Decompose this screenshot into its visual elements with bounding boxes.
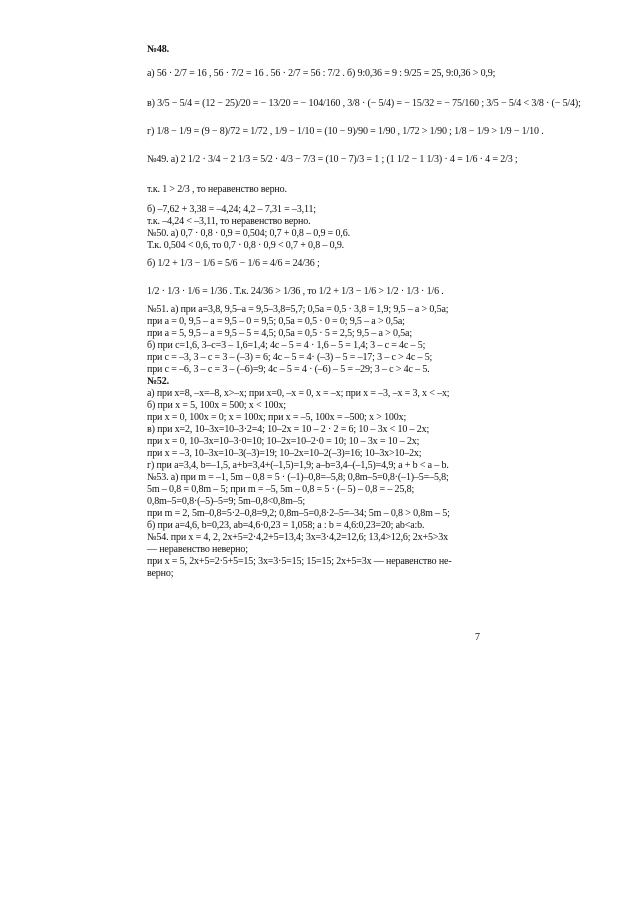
text-line: в) 3/5 − 5/4 = (12 − 25)/20 = − 13/20 = − 104/160 , 3/8 · (− 5/4) = − 15/32 = − 75/160 ; 3/5 − 5/4 < 3/8 · (− 5/4); xyxy=(147,98,581,109)
text-line: а) при x=8, –x=–8, x>–x; при x=0, –x = 0, x = –x; при x = –3, –x = 3, x < –x; xyxy=(147,388,450,399)
text-line: 5m – 0,8 = 0,8m – 5; при m = –5, 5m – 0,8 = 5 · (– 5) – 0,8 = – 25,8; xyxy=(147,484,415,495)
text-line: — неравенство неверно; xyxy=(147,544,248,555)
text-line: №49. а) 2 1/2 · 3/4 − 2 1/3 = 5/2 · 4/3 − 7/3 = (10 − 7)/3 = 1 ; (1 1/2 − 1 1/3) · 4 = 1/6 · 4 = 2/3 ; xyxy=(147,154,518,165)
problem-48-heading: №48. xyxy=(147,44,169,55)
page-number: 7 xyxy=(475,632,480,643)
text-line: г) 1/8 − 1/9 = (9 − 8)/72 = 1/72 , 1/9 − 1/10 = (10 − 9)/90 = 1/90 , 1/72 > 1/90 ; 1/8 − 1/9 > 1/9 − 1/10 . xyxy=(147,126,544,137)
text-line: 1/2 · 1/3 · 1/6 = 1/36 . Т.к. 24/36 > 1/36 , то 1/2 + 1/3 − 1/6 > 1/2 · 1/3 · 1/6 . xyxy=(147,286,444,297)
text-line: Т.к. 0,504 < 0,6, то 0,7 · 0,8 · 0,9 < 0,7 + 0,8 – 0,9. xyxy=(147,240,345,251)
problem-52-heading: №52. xyxy=(147,376,169,387)
text-line: б) при x = 5, 100x = 500; x < 100x; xyxy=(147,400,286,411)
text-line: при c = –6, 3 – c = 3 – (–6)=9; 4c – 5 = 4 · (–6) – 5 = –29; 3 – c > 4c – 5. xyxy=(147,364,430,375)
text-line: б) 1/2 + 1/3 − 1/6 = 5/6 − 1/6 = 4/6 = 24/36 ; xyxy=(147,258,320,269)
text-line: при a = 0, 9,5 – a = 9,5 – 0 = 9,5; 0,5a = 0,5 · 0 = 0; 9,5 – a > 0,5a; xyxy=(147,316,405,327)
text-line: при c = –3, 3 – c = 3 – (–3) = 6; 4c – 5 = 4· (–3) – 5 = –17; 3 – c > 4c – 5; xyxy=(147,352,433,363)
text-line: б) при c=1,6, 3–c=3 – 1,6=1,4; 4c – 5 = 4 · 1,6 – 5 = 1,4; 3 – c = 4c – 5; xyxy=(147,340,426,351)
text-line: №53. а) при m = –1, 5m – 0,8 = 5 · (–1)–0,8=–5,8; 0,8m–5=0,8·(–1)–5=–5,8; xyxy=(147,472,449,483)
text-line: б) –7,62 + 3,38 = –4,24; 4,2 – 7,31 = –3,11; xyxy=(147,204,316,215)
text-line: при x = –3, 10–3x=10–3(–3)=19; 10–2x=10–2(–3)=16; 10–3x>10–2x; xyxy=(147,448,422,459)
text-line: при x = 0, 100x = 0; x = 100x; при x = –5, 100x = –500; x > 100x; xyxy=(147,412,407,423)
text-line: при x = 5, 2x+5=2·5+5=15; 3x=3·5=15; 15=15; 2x+5=3x — неравенство не- xyxy=(147,556,452,567)
text-line: в) при x=2, 10–3x=10–3·2=4; 10–2x = 10 – 2 · 2 = 6; 10 – 3x < 10 – 2x; xyxy=(147,424,430,435)
text-line: т.к. –4,24 < –3,11, то неравенство верно. xyxy=(147,216,311,227)
text-line: при a = 5, 9,5 – a = 9,5 – 5 = 4,5; 0,5a = 0,5 · 5 = 2,5; 9,5 – a > 0,5a; xyxy=(147,328,412,339)
text-line: №54. при x = 4, 2, 2x+5=2·4,2+5=13,4; 3x=3·4,2=12,6; 13,4>12,6; 2x+5>3x xyxy=(147,532,448,543)
text-line: при x = 0, 10–3x=10–3·0=10; 10–2x=10–2·0 = 10; 10 – 3x = 10 – 2x; xyxy=(147,436,420,447)
text-line: г) при a=3,4, b=–1,5, a+b=3,4+(–1,5)=1,9; a–b=3,4–(–1,5)=4,9; a + b < a – b. xyxy=(147,460,449,471)
text-line: №50. а) 0,7 · 0,8 · 0,9 = 0,504; 0,7 + 0,8 – 0,9 = 0,6. xyxy=(147,228,350,239)
text-line: а) 56 · 2/7 = 16 , 56 · 7/2 = 16 . 56 · 2/7 = 56 : 7/2 . б) 9:0,36 = 9 : 9/25 = 25, 9:0,36 > 0,9; xyxy=(147,68,496,79)
text-line: б) при a=4,6, b=0,23, ab=4,6·0,23 = 1,058; a : b = 4,6:0,23=20; ab<a:b. xyxy=(147,520,425,531)
text-line: №51. а) при a=3,8, 9,5–a = 9,5–3,8=5,7; 0,5a = 0,5 · 3,8 = 1,9; 9,5 – a > 0,5a; xyxy=(147,304,449,315)
text-line: т.к. 1 > 2/3 , то неравенство верно. xyxy=(147,184,287,195)
text-line: при m = 2, 5m–0,8=5·2–0,8=9,2; 0,8m–5=0,8·2–5=–34; 5m – 0,8 > 0,8m – 5; xyxy=(147,508,450,519)
text-line: 0,8m–5=0,8·(–5)–5=9; 5m–0,8<0,8m–5; xyxy=(147,496,306,507)
text-line: верно; xyxy=(147,568,174,579)
